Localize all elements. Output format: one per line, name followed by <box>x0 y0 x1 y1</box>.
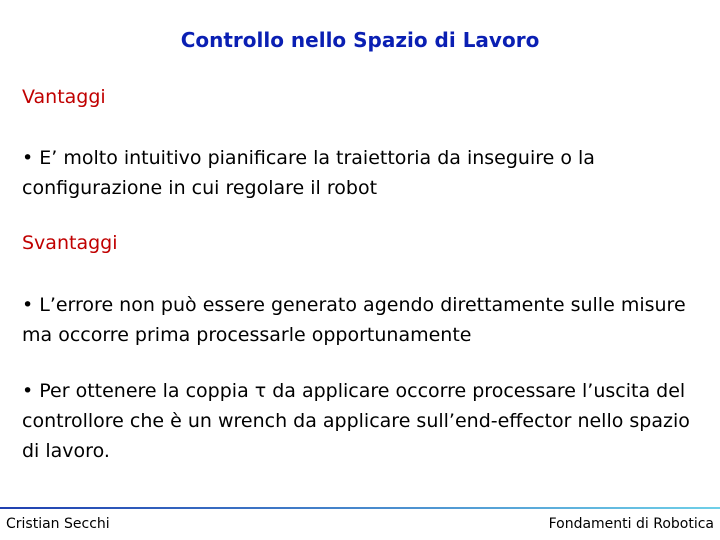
footer-divider <box>0 507 720 509</box>
disadvantages-heading: Svantaggi <box>22 232 118 254</box>
disadvantages-bullet-1: • L’errore non può essere generato agendo direttamente sulle misure ma occorre prima processarle opportunamente <box>22 294 686 346</box>
slide-title: Controllo nello Spazio di Lavoro <box>180 28 540 52</box>
disadvantages-bullet-2: • Per ottenere la coppia τ da applicare occorre processare l’uscita del controllore che è un wrench da applicare sull’end-effector nello spazio di lavoro. <box>22 380 690 462</box>
footer-course: Fondamenti di Robotica <box>548 516 714 532</box>
advantages-heading: Vantaggi <box>22 86 106 108</box>
advantages-bullet-1: • E’ molto intuitivo pianificare la traiettoria da inseguire o la configurazione in cui regolare il robot <box>22 147 595 199</box>
footer-author: Cristian Secchi <box>6 516 110 532</box>
